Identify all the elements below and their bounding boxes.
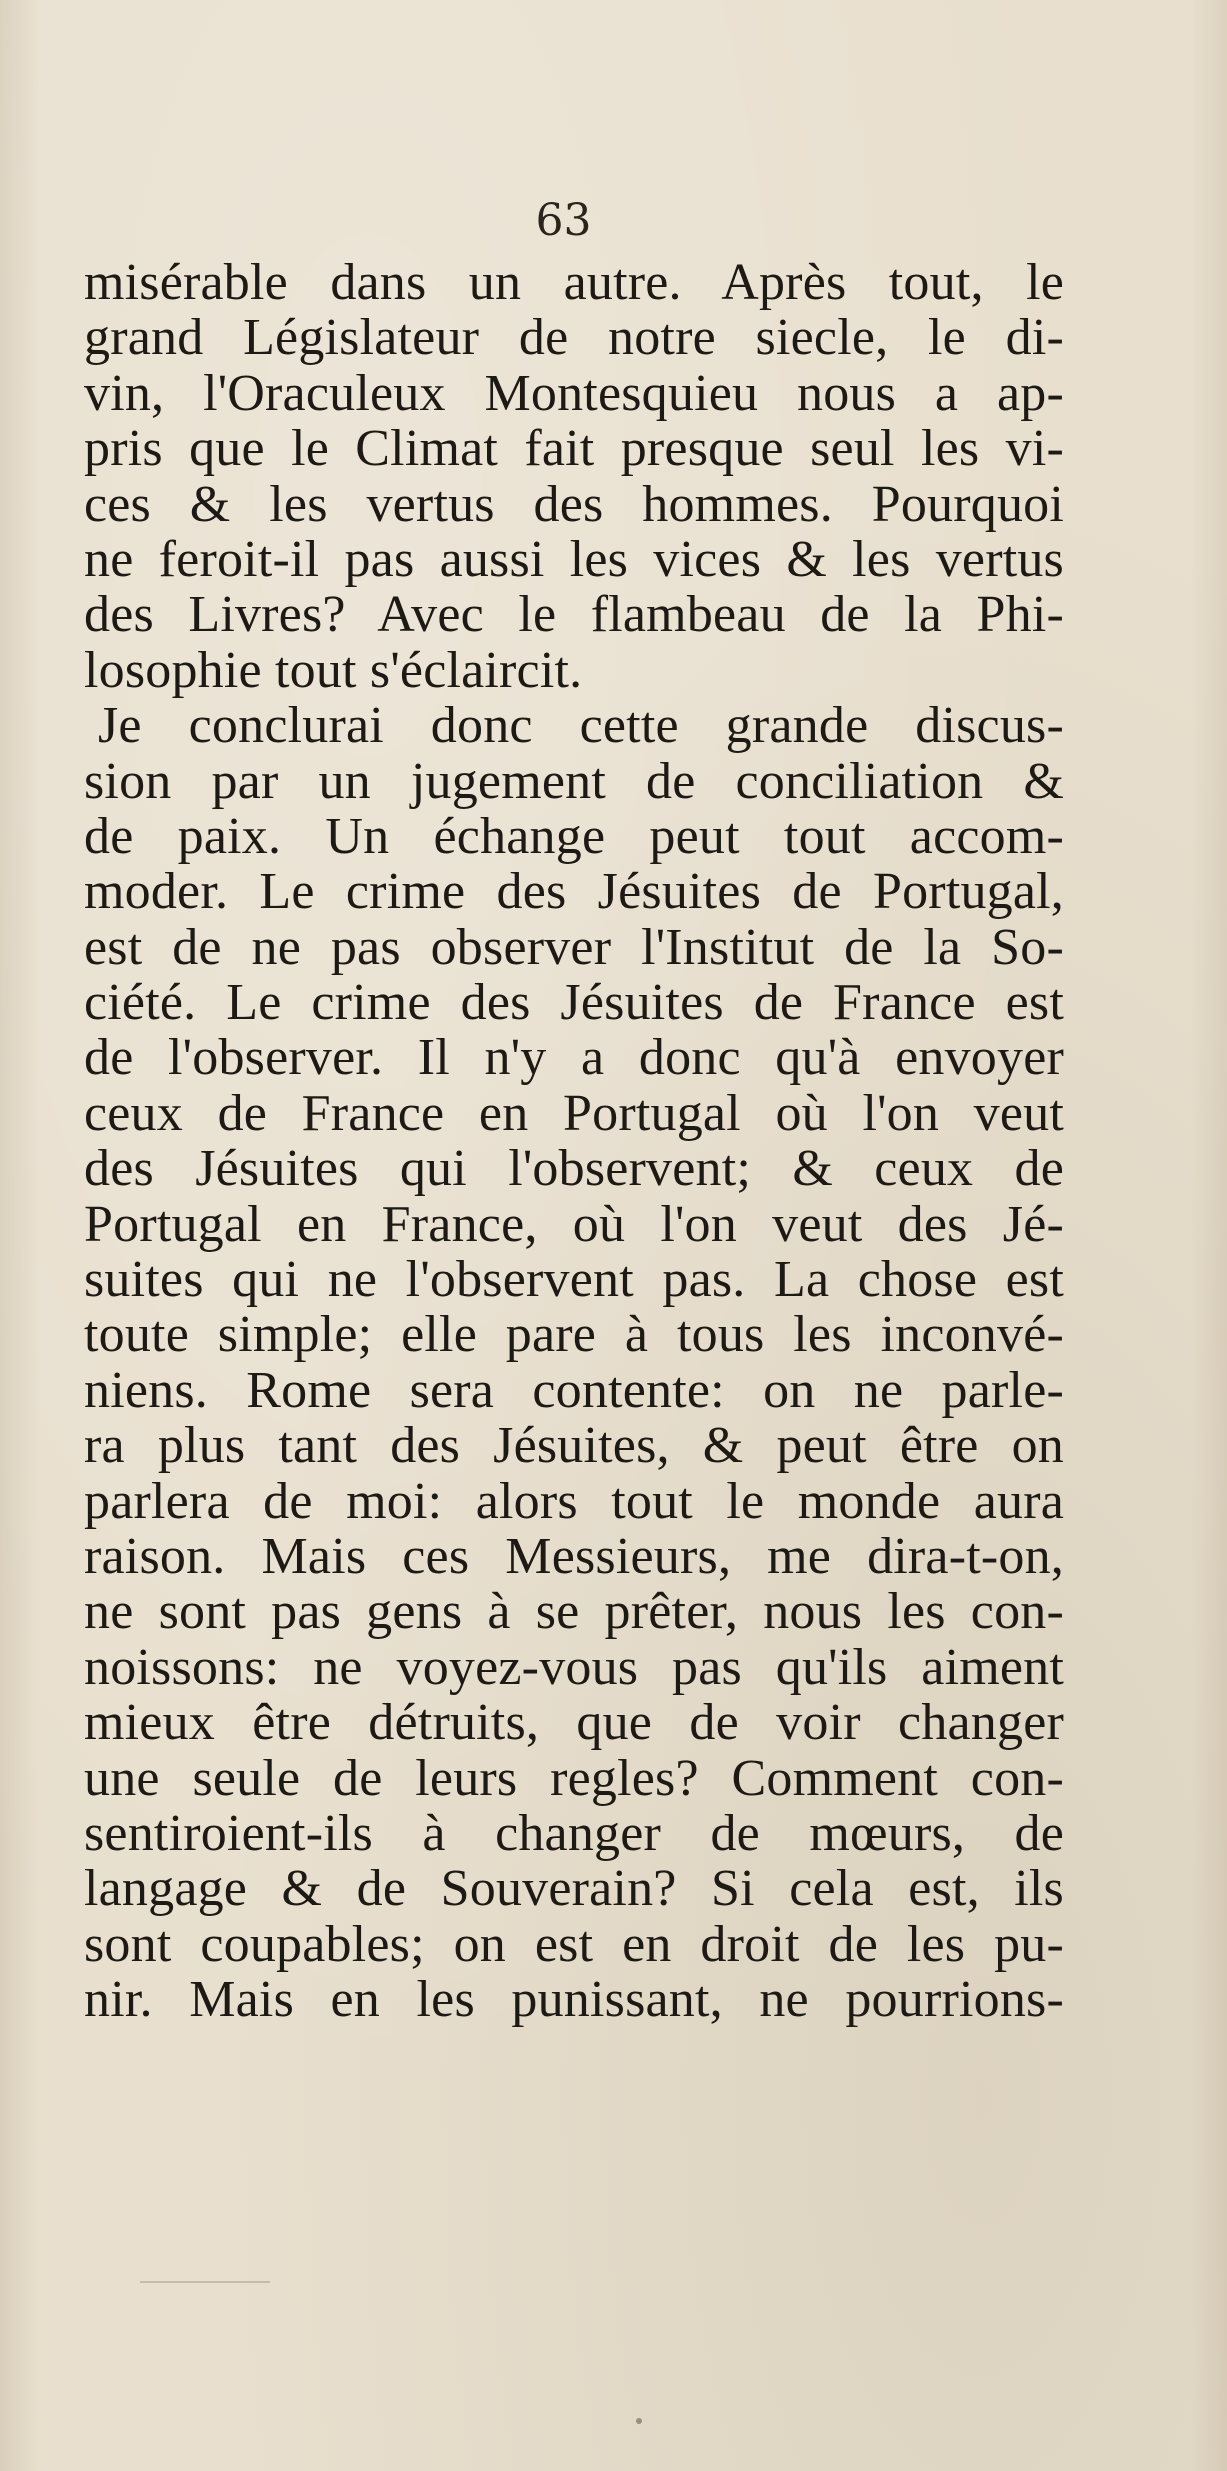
text-line: des Livres? Avec le flambeau de la Phi- bbox=[84, 586, 1064, 644]
text-line: sion par un jugement de conciliation & bbox=[84, 752, 1064, 810]
body-text bbox=[84, 255, 1064, 2028]
text-line: des Jésuites qui l'observent; & ceux de bbox=[84, 1140, 1064, 1198]
text-line: misérable dans un autre. Après tout, le bbox=[84, 254, 1064, 311]
text-line: parlera de moi: alors tout le monde aura bbox=[84, 1472, 1064, 1530]
text-line: losophie tout s'éclaircit. bbox=[84, 641, 583, 699]
text-line: grand Législateur de notre siecle, le di- bbox=[84, 309, 1064, 367]
text-line: de l'observer. Il n'y a donc qu'à envoyer bbox=[84, 1029, 1064, 1087]
text-line: raison. Mais ces Messieurs, me dira-t-on, bbox=[84, 1527, 1064, 1585]
paragraph-start-line: Je conclurai donc cette grande discus- bbox=[98, 697, 1064, 755]
text-line: ces & les vertus des hommes. Pourquoi bbox=[84, 475, 1064, 533]
text-line: nir. Mais en les punissant, ne pourrions- bbox=[84, 1971, 1064, 2029]
text-line: suites qui ne l'observent pas. La chose est bbox=[84, 1251, 1064, 1309]
text-line: langage & de Souverain? Si cela est, ils bbox=[84, 1860, 1064, 1918]
text-line: sentiroient-ils à changer de mœurs, de bbox=[84, 1804, 1064, 1862]
text-line: ne feroit-il pas aussi les vices & les vertus bbox=[84, 530, 1064, 588]
text-line: pris que le Climat fait presque seul les vi- bbox=[84, 420, 1064, 478]
text-line: ciété. Le crime des Jésuites de France est bbox=[84, 974, 1064, 1032]
text-line: noissons: ne voyez-vous pas qu'ils aiment bbox=[84, 1638, 1064, 1696]
text-line: niens. Rome sera contente: on ne parle- bbox=[84, 1361, 1064, 1419]
text-line: mieux être détruits, que de voir changer bbox=[84, 1694, 1064, 1752]
text-line: moder. Le crime des Jésuites de Portugal, bbox=[84, 863, 1064, 921]
text-line: Portugal en France, où l'on veut des Jé- bbox=[84, 1195, 1064, 1253]
text-line: vin, l'Oraculeux Montesquieu nous a ap- bbox=[84, 364, 1064, 422]
text-line: ra plus tant des Jésuites, & peut être on bbox=[84, 1417, 1064, 1475]
paper-speck bbox=[636, 2418, 642, 2424]
text-line: de paix. Un échange peut tout accom- bbox=[84, 807, 1064, 865]
page-number: 63 bbox=[535, 195, 592, 246]
text-line: ceux de France en Portugal où l'on veut bbox=[84, 1084, 1064, 1142]
text-line: toute simple; elle pare à tous les inconvé- bbox=[84, 1306, 1064, 1364]
text-line: ne sont pas gens à se prêter, nous les con- bbox=[84, 1583, 1064, 1641]
paper-mark bbox=[140, 2281, 270, 2283]
text-line: une seule de leurs regles? Comment con- bbox=[84, 1749, 1064, 1807]
text-line: est de ne pas observer l'Institut de la So- bbox=[84, 918, 1064, 976]
text-line: sont coupables; on est en droit de les pu- bbox=[84, 1915, 1064, 1973]
